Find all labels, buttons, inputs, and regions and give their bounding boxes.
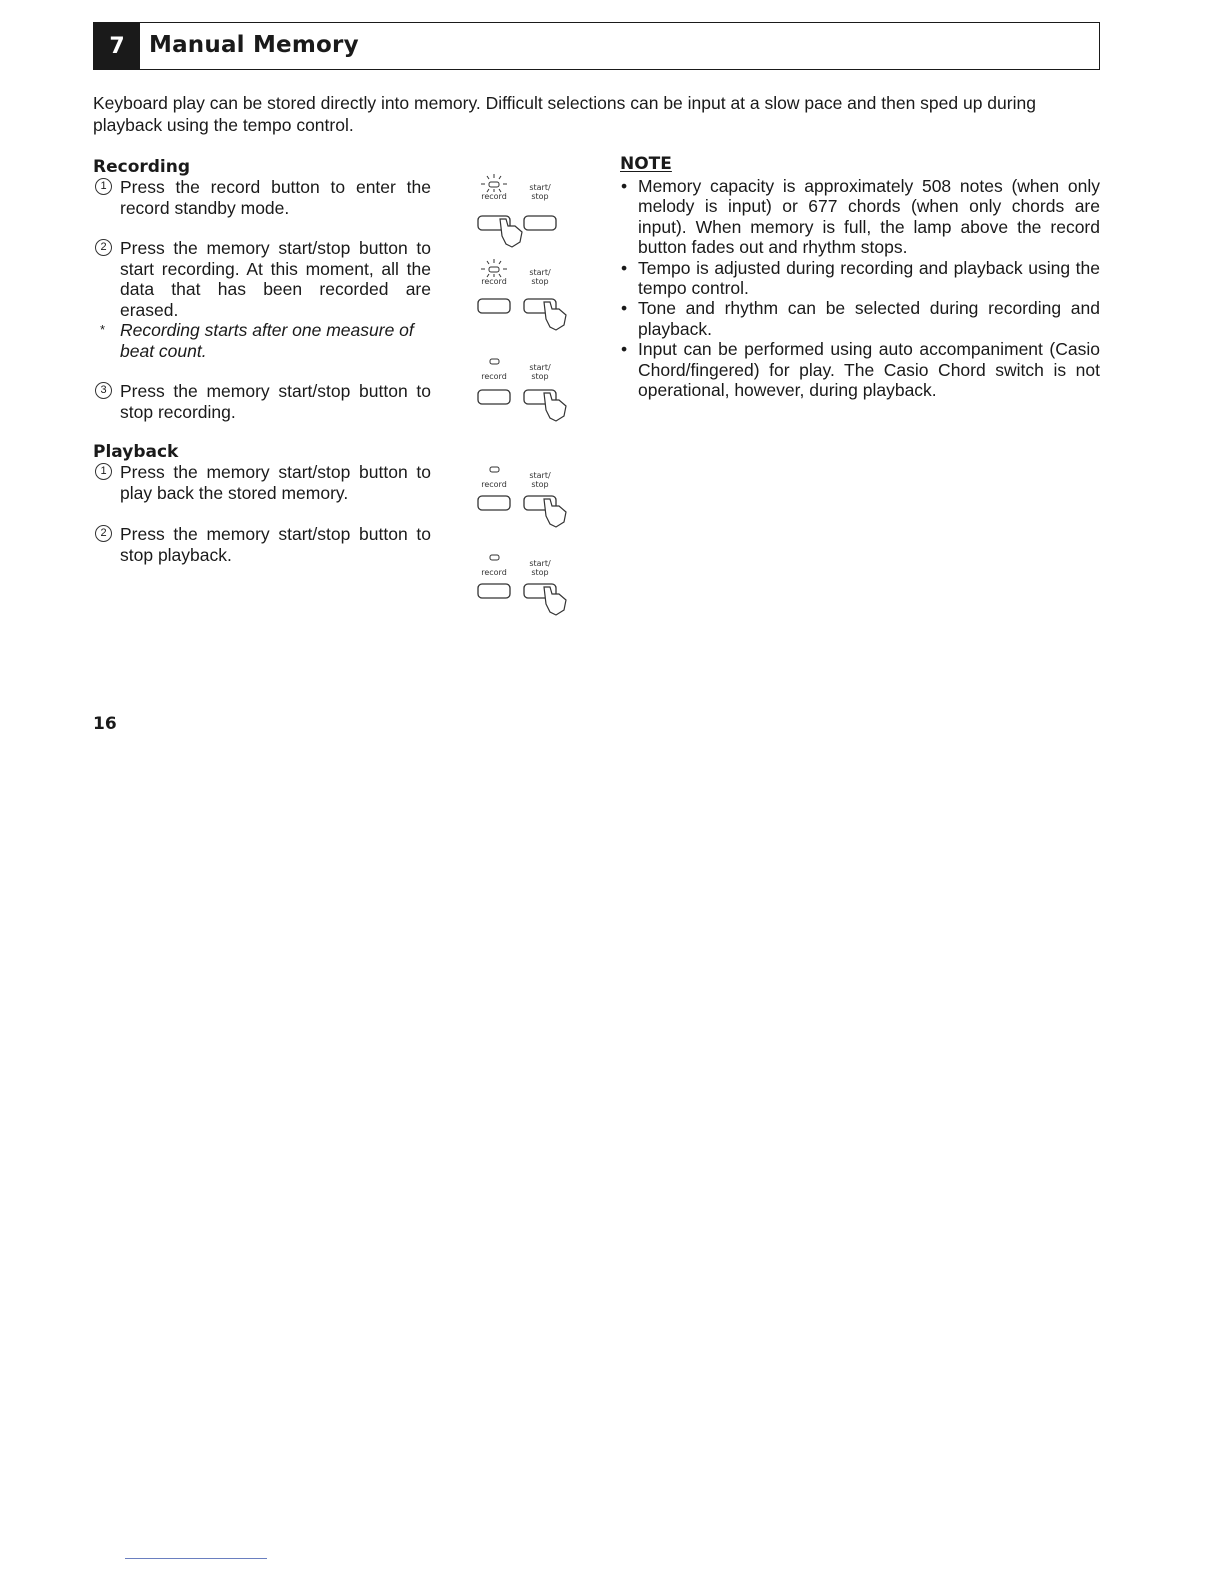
step-text: Press the memory start/stop button to start recording. At this moment, all the data that has been recorded are erased.	[120, 238, 431, 320]
note-item	[620, 258, 1100, 299]
recording-note	[100, 320, 430, 361]
recording-step-3	[93, 381, 431, 422]
pointing-hand-icon	[544, 499, 566, 527]
record-label: record	[481, 192, 507, 201]
stop-label: stop	[531, 277, 549, 286]
bullet: •	[621, 257, 628, 278]
record-label: record	[481, 480, 507, 489]
illustration-start-recording	[470, 257, 590, 337]
asterisk: *	[100, 322, 106, 337]
start-stop-label	[522, 471, 558, 489]
start-stop-label	[522, 183, 558, 201]
recording-step-2	[93, 238, 431, 320]
start-stop-label	[522, 559, 558, 577]
pointing-hand-icon	[500, 219, 522, 247]
flashing-lamp-icon	[481, 174, 507, 192]
pointing-hand-icon	[544, 587, 566, 615]
illustration-stop-recording	[470, 352, 590, 432]
recording-heading: Recording	[93, 157, 191, 177]
bullet: •	[621, 339, 628, 360]
stop-label: stop	[531, 372, 549, 381]
start-stop-label	[522, 363, 558, 381]
record-button-icon	[478, 390, 510, 404]
step-number: 1	[95, 463, 112, 480]
bullet: •	[621, 298, 628, 319]
step-number: 1	[95, 178, 112, 195]
step-text: Press the memory start/stop button to stop recording.	[120, 381, 431, 422]
record-label: record	[481, 277, 507, 286]
record-button-icon	[478, 496, 510, 510]
pointing-hand-icon	[544, 393, 566, 421]
illustration-record-standby	[470, 172, 590, 252]
page-number: 16	[93, 714, 117, 734]
illustration-start-playback	[470, 460, 590, 540]
flashing-lamp-icon	[481, 259, 507, 277]
stop-label: stop	[531, 568, 549, 577]
note-item	[620, 176, 1100, 258]
step-text: Press the memory start/stop button to stop playback.	[120, 524, 431, 565]
recording-note-text: Recording starts after one measure of beat count.	[120, 320, 414, 361]
bullet: •	[621, 176, 628, 196]
note-item	[620, 298, 1100, 339]
stop-label: stop	[531, 192, 549, 201]
record-label: record	[481, 568, 507, 577]
record-button-icon	[478, 299, 510, 313]
illustration-stop-playback	[470, 550, 590, 630]
footer-rule	[125, 1558, 267, 1559]
intro-paragraph: Keyboard play can be stored directly into memory. Difficult selections can be input at a slow pace and then sped up during playback using the tempo control.	[93, 93, 1036, 135]
record-button-icon	[478, 584, 510, 598]
start-label: start/	[529, 183, 551, 192]
note-list	[620, 176, 1100, 400]
lamp-icon	[490, 555, 499, 560]
note-item	[620, 339, 1100, 400]
step-number: 3	[95, 382, 112, 399]
note-heading: NOTE	[620, 154, 672, 174]
chapter-title: Manual Memory	[149, 32, 359, 58]
lamp-icon	[490, 467, 499, 472]
start-label: start/	[529, 363, 551, 372]
note-item-text: Tempo is adjusted during recording and playback using the tempo control.	[638, 257, 1100, 299]
chapter-header	[93, 22, 1100, 70]
start-label: start/	[529, 471, 551, 480]
step-text: Press the memory start/stop button to play back the stored memory.	[120, 462, 431, 503]
start-label: start/	[529, 268, 551, 277]
playback-step-2	[93, 524, 431, 565]
lamp-icon	[490, 359, 499, 364]
record-label: record	[481, 372, 507, 381]
chapter-number-badge: 7	[94, 23, 140, 69]
playback-heading: Playback	[93, 442, 179, 462]
start-stop-button-icon	[524, 216, 556, 230]
pointing-hand-icon	[544, 302, 566, 330]
step-number: 2	[95, 239, 112, 256]
note-item-text: Tone and rhythm can be selected during recording and playback.	[638, 298, 1100, 339]
note-item-text: Memory capacity is approximately 508 notes (when only melody is input) or 677 chords (when only chords are input). When memory is full, the lamp above the record button fades out and rhythm stops.	[638, 176, 1100, 258]
step-text: Press the record button to enter the record standby mode.	[120, 177, 431, 218]
start-label: start/	[529, 559, 551, 568]
stop-label: stop	[531, 480, 549, 489]
playback-step-1	[93, 462, 431, 503]
recording-step-1	[93, 177, 431, 218]
note-item-text: Input can be performed using auto accompaniment (Casio Chord/fingered) for play. The Casio Chord switch is not operational, however, during playback.	[638, 339, 1100, 401]
step-number: 2	[95, 525, 112, 542]
start-stop-label	[522, 268, 558, 286]
